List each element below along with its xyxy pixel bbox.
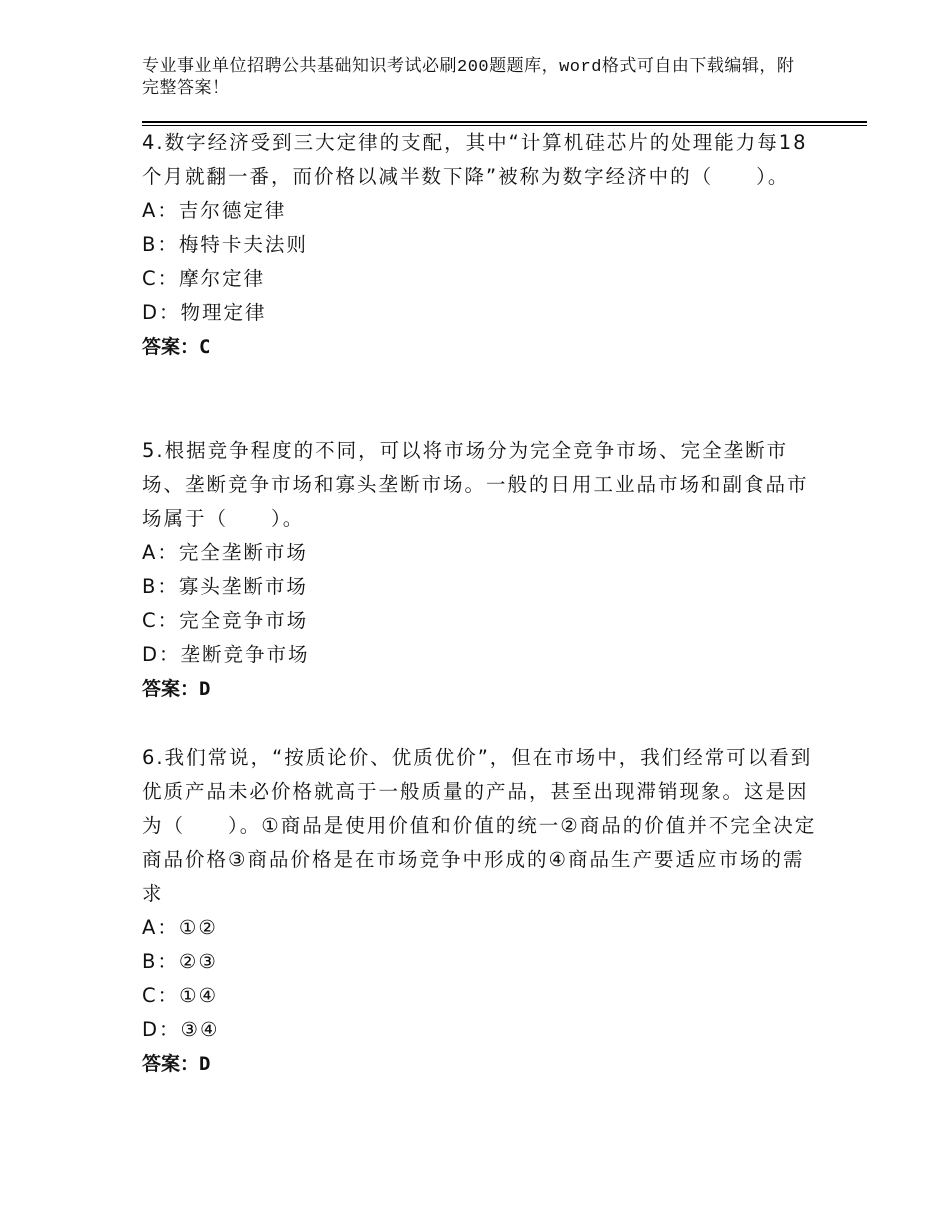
answer-line [142,672,822,706]
option-d: D：③④ [142,1018,220,1041]
answer-label: 答案： [142,678,200,700]
answer-label: 答案： [142,1053,200,1075]
option-b: B：梅特卡夫法则 [142,233,308,256]
document-header: 专业事业单位招聘公共基础知识考试必刷200题题库，word格式可自由下载编辑，附完整答案！ [142,58,795,99]
question-block-4 [142,126,822,364]
option-a: A：完全垄断市场 [142,541,308,564]
answer-value: D [199,678,211,700]
answer-value: C [199,336,211,358]
answer-line [142,1047,822,1081]
header-rule-thick [142,121,867,123]
option-b: B：寡头垄断市场 [142,575,308,598]
option-a: A：吉尔德定律 [142,199,287,222]
option-c: C：完全竞争市场 [142,609,309,632]
question-block-5 [142,434,822,706]
option-d: D：垄断竞争市场 [142,643,310,666]
option-c: C：摩尔定律 [142,267,266,290]
question-stem: 6.我们常说，“按质论价、优质优价”，但在市场中，我们经常可以看到优质产品未必价格就高于一般质量的产品，甚至出现滞销现象。这是因为（ ）。①商品是使用价值和价值的统一②商品的价值并不完全决定商品价格③商品价格是在市场竞争中形成的④商品生产要适应市场的需求 [142,746,817,905]
question-block-6 [142,741,822,1081]
question-stem: 4.数字经济受到三大定律的支配，其中“计算机硅芯片的处理能力每18个月就翻一番，而价格以减半数下降”被称为数字经济中的（ ）。 [142,131,808,188]
option-d: D：物理定律 [142,301,267,324]
answer-value: D [199,1053,211,1075]
option-c: C：①④ [142,984,219,1007]
answer-line [142,330,822,364]
option-b: B：②③ [142,950,218,973]
question-stem: 5.根据竞争程度的不同，可以将市场分为完全竞争市场、完全垄断市场、垄断竞争市场和寡头垄断市场。一般的日用工业品市场和副食品市场属于（ ）。 [142,439,809,530]
option-a: A：①② [142,916,218,939]
answer-label: 答案： [142,336,200,358]
